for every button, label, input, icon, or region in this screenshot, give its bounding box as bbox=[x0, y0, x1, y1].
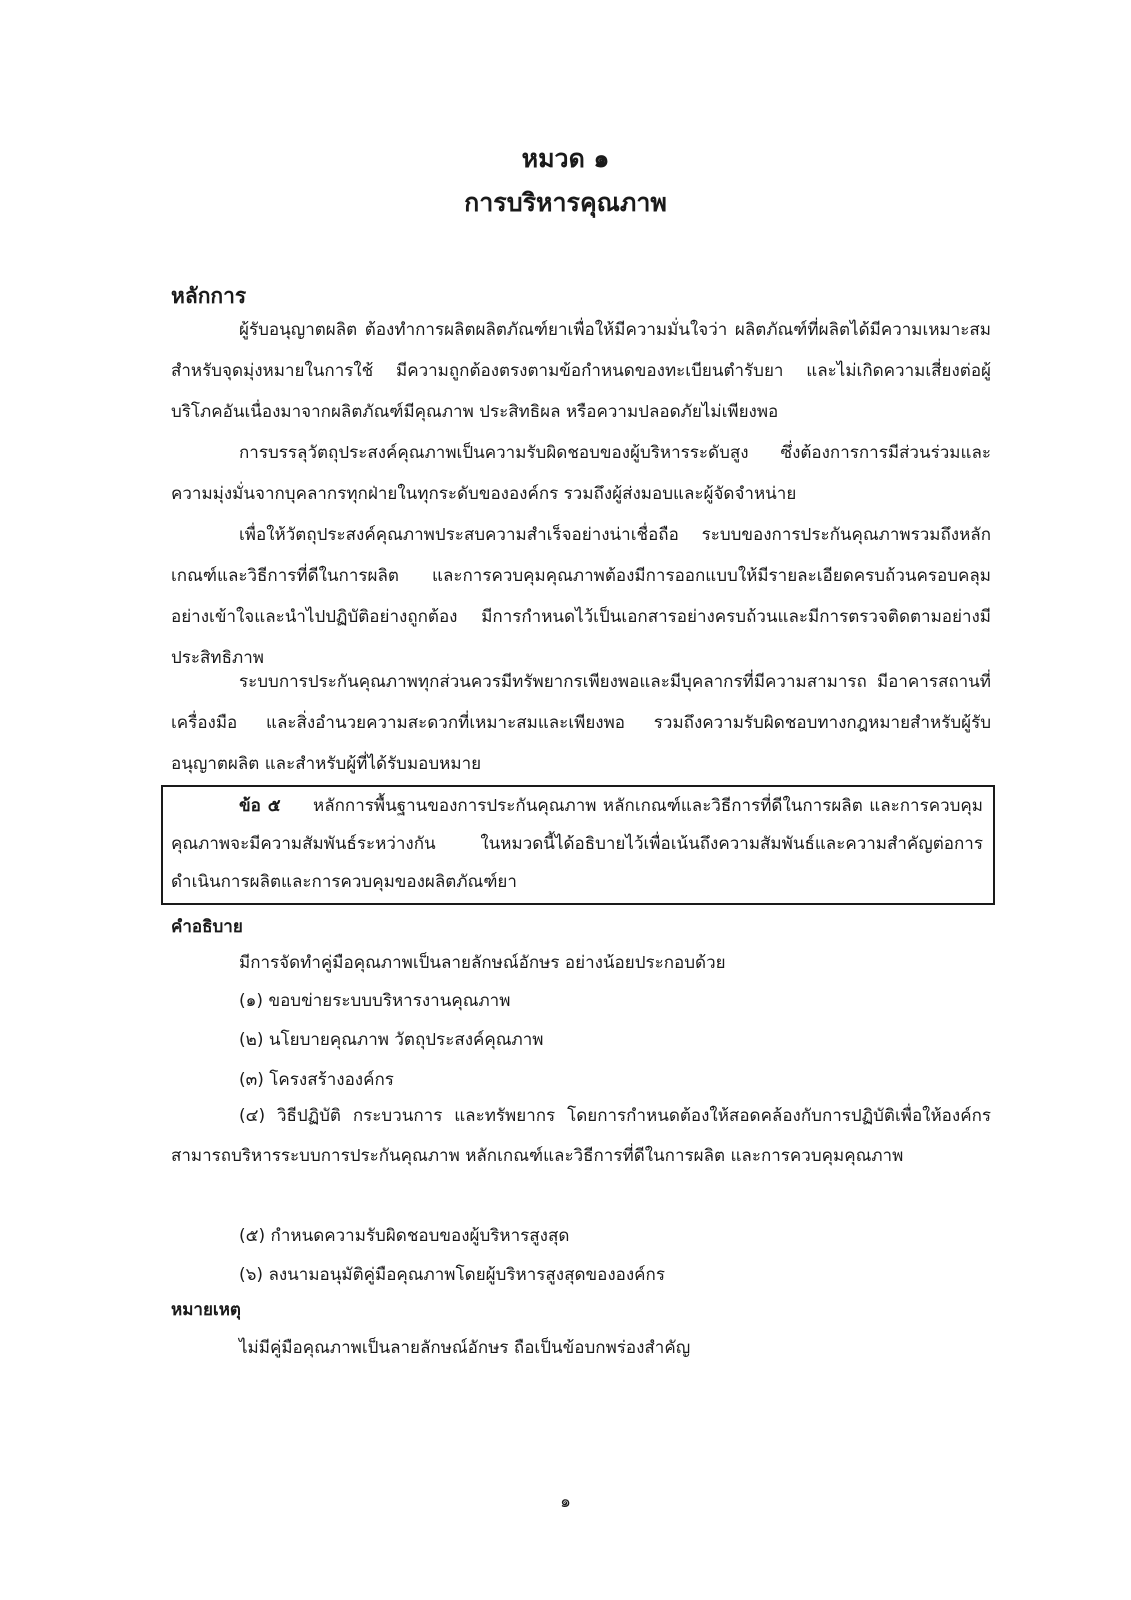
principles-paragraph-1: ผู้รับอนุญาตผลิต ต้องทำการผลิตผลิตภัณฑ์ยาเพื่อให้มีความมั่นใจว่า ผลิตภัณฑ์ที่ผลิตได้มีความเหมาะสมสำหรับจุดมุ่งหมายในการใช้ มีความถูกต้องตรงตามข้อกำหนดของทะเบียนตำรับยา และไม่เกิดความเสี่ยงต่อผู้บริโภคอันเนื่องมาจากผลิตภัณฑ์มีคุณภาพ ประสิทธิผล หรือความปลอดภัยไม่เพียงพอ bbox=[171, 320, 991, 422]
explanation-item-6: (๖) ลงนามอนุมัติคู่มือคุณภาพโดยผู้บริหารสูงสุดขององค์กร bbox=[239, 1265, 665, 1285]
principles-heading: หลักการ bbox=[171, 284, 247, 308]
principles-paragraph-3: เพื่อให้วัตถุประสงค์คุณภาพประสบความสำเร็จอย่างน่าเชื่อถือ ระบบของการประกันคุณภาพรวมถึงหลักเกณฑ์และวิธีการที่ดีในการผลิต และการควบคุมคุณภาพต้องมีการออกแบบให้มีรายละเอียดครบถ้วนครอบคลุมอย่างเข้าใจและนำไปปฏิบัติอย่างถูกต้อง มีการกำหนดไว้เป็นเอกสารอย่างครบถ้วนและมีการตรวจติดตามอย่างมีประสิทธิภาพ bbox=[171, 525, 991, 668]
explanation-item-1: (๑) ขอบข่ายระบบบริหารงานคุณภาพ bbox=[239, 991, 511, 1011]
principles-paragraph-4: ระบบการประกันคุณภาพทุกส่วนควรมีทรัพยากรเพียงพอและมีบุคลากรที่มีความสามารถ มีอาคารสถานที่ เครื่องมือ และสิ่งอำนวยความสะดวกที่เหมาะสมและเพียงพอ รวมถึงความรับผิดชอบทางกฎหมายสำหรับผู้รับอนุญาตผลิต และสำหรับผู้ที่ได้รับมอบหมาย bbox=[171, 672, 991, 774]
page-number: ๑ bbox=[560, 1492, 571, 1512]
note-text: ไม่มีคู่มือคุณภาพเป็นลายลักษณ์อักษร ถือเป็นข้อบกพร่องสำคัญ bbox=[239, 1338, 691, 1358]
clause-box bbox=[161, 785, 995, 905]
explanation-heading: คำอธิบาย bbox=[171, 917, 243, 937]
principles-paragraph-2: การบรรลุวัตถุประสงค์คุณภาพเป็นความรับผิดชอบของผู้บริหารระดับสูง ซึ่งต้องการการมีส่วนร่วมและความมุ่งมั่นจากบุคลากรทุกฝ่ายในทุกระดับขององค์กร รวมถึงผู้ส่งมอบและผู้จัดจำหน่าย bbox=[171, 443, 991, 504]
chapter-title: การบริหารคุณภาพ bbox=[464, 188, 667, 217]
explanation-intro: มีการจัดทำคู่มือคุณภาพเป็นลายลักษณ์อักษร อย่างน้อยประกอบด้วย bbox=[239, 953, 726, 973]
clause-label: ข้อ ๕ bbox=[239, 796, 281, 816]
clause-text: หลักการพื้นฐานของการประกันคุณภาพ หลักเกณฑ์และวิธีการที่ดีในการผลิต และการควบคุมคุณภาพจะมีความสัมพันธ์ระหว่างกัน ในหมวดนี้ได้อธิบายไว้เพื่อเน้นถึงความสัมพันธ์และความสำคัญต่อการดำเนินการผลิตและการควบคุมของผลิตภัณฑ์ยา bbox=[171, 796, 983, 892]
explanation-item-3: (๓) โครงสร้างองค์กร bbox=[239, 1070, 394, 1090]
explanation-item-5: (๕) กำหนดความรับผิดชอบของผู้บริหารสูงสุด bbox=[239, 1226, 570, 1246]
note-heading: หมายเหตุ bbox=[171, 1300, 241, 1320]
chapter-number: หมวด ๑ bbox=[521, 144, 610, 173]
clause-paragraph bbox=[171, 787, 983, 901]
explanation-item-2: (๒) นโยบายคุณภาพ วัตถุประสงค์คุณภาพ bbox=[239, 1030, 544, 1050]
clause-spacer bbox=[281, 796, 313, 816]
explanation-item-4: (๔) วิธีปฏิบัติ กระบวนการ และทรัพยากร โดยการกำหนดต้องให้สอดคล้องกับการปฏิบัติเพื่อให้องค์กรสามารถบริหารระบบการประกันคุณภาพ หลักเกณฑ์และวิธีการที่ดีในการผลิต และการควบคุมคุณภาพ bbox=[171, 1106, 991, 1166]
